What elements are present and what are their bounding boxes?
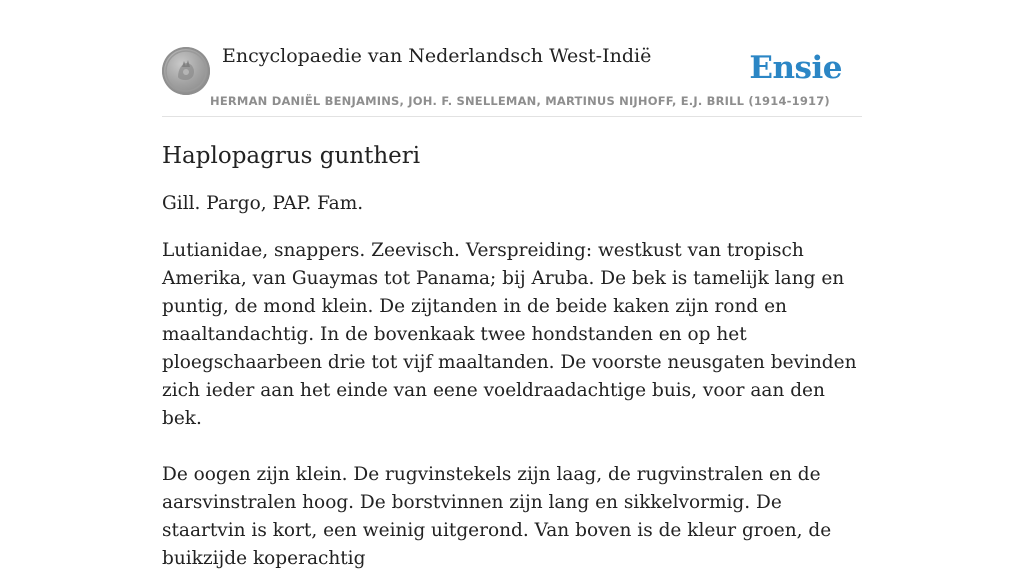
ensie-home-link[interactable]: Ensie <box>749 50 842 86</box>
header <box>162 0 862 117</box>
coin-seal-graphic <box>162 47 210 95</box>
article-paragraph: De oogen zijn klein. De rugvinstekels zijn laag, de rugvinstralen en de aarsvinstralen hoog. De borstvinnen zijn lang en sikkelvormig. De staartvin is kort, een weinig uitgerond. Van boven is de kleur groen, de buikzijde koperachtig <box>162 464 832 569</box>
publication-authors: HERMAN DANIËL BENJAMINS, JOH. F. SNELLEMAN, MARTINUS NIJHOFF, E.J. BRILL (1914-1917) <box>210 94 830 108</box>
article-paragraph: Lutianidae, snappers. Zeevisch. Verspreiding: westkust van tropisch Amerika, van Guaymas tot Panama; bij Aruba. De bek is tamelijk lang en puntig, de mond klein. De zijtanden in de beide kaken zijn rond en maaltandachtig. In de bovenkaak twee hondstanden en op het ploegschaarbeen drie tot vijf maaltanden. De voorste neusgaten bevinden zich ieder aan het einde van eene voeldraadachtige buis, voor aan den bek. <box>162 240 857 429</box>
article <box>162 141 862 573</box>
publication-title: Encyclopaedie van Nederlandsch West-Indië <box>222 45 652 67</box>
page <box>162 0 862 573</box>
article-subtitle: Gill. Pargo, PAP. Fam. <box>162 193 364 214</box>
article-title: Haplopagrus guntheri <box>162 143 421 169</box>
coin-seal-icon <box>162 47 210 95</box>
